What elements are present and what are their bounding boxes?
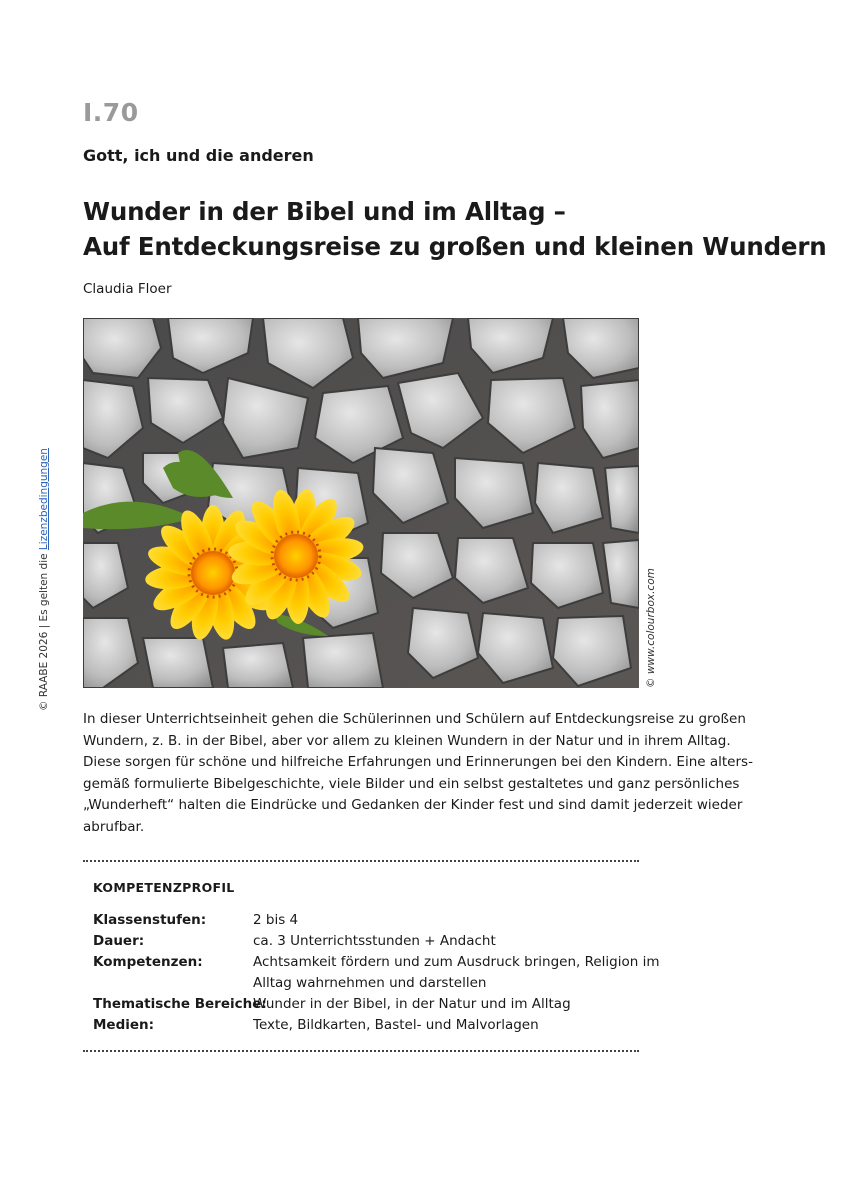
copyright-note (38, 448, 50, 711)
intro-line: gemäß formulierte Bibelgeschichte, viele Bilder und ein selbst gestaltetes und ganz persönliches (83, 775, 740, 792)
author: Claudia Floer (83, 281, 172, 297)
profile-value: Texte, Bildkarten, Bastel- und Malvorlagen (253, 1017, 539, 1033)
image-credit: © www.colourbox.com (645, 568, 657, 688)
profile-value-line: Alltag wahrnehmen und darstellen (253, 975, 487, 991)
profile-label: Kompetenzen: (93, 954, 203, 970)
page-title (83, 194, 826, 264)
profile-label: Medien: (93, 1017, 155, 1033)
kompetenzprofil-heading: KOMPETENZPROFIL (93, 880, 235, 895)
intro-line: Wundern, z. B. in der Bibel, aber vor allem zu kleinen Wundern in der Natur und in ihrem Alltag. (83, 732, 731, 749)
chapter-number: I.70 (83, 98, 139, 127)
hero-image (83, 318, 639, 688)
profile-value: Wunder in der Bibel, in der Natur und im Alltag (253, 996, 571, 1012)
intro-line: abrufbar. (83, 818, 145, 835)
title-line-2: Auf Entdeckungsreise zu großen und kleinen Wundern (83, 232, 827, 261)
intro-line: In dieser Unterrichtseinheit gehen die Schülerinnen und Schülern auf Entdeckungsreise zu großen (83, 711, 746, 727)
profile-label: Klassenstufen: (93, 912, 207, 928)
intro-line: „Wunderheft“ halten die Eindrücke und Gedanken der Kinder fest und sind damit jederzeit wieder (83, 797, 743, 813)
profile-value (253, 952, 660, 994)
divider-bottom (83, 1050, 639, 1052)
profile-value-line: Achtsamkeit fördern und zum Ausdruck bringen, Religion im (253, 954, 660, 970)
profile-label: Dauer: (93, 933, 145, 949)
profile-value: 2 bis 4 (253, 912, 299, 928)
copyright-text: © RAABE 2026 | Es gelten die (38, 550, 50, 711)
series-title: Gott, ich und die anderen (83, 146, 314, 165)
intro-paragraph (83, 709, 753, 838)
intro-line: Diese sorgen für schöne und hilfreiche Erfahrungen und Erinnerungen bei den Kindern. Eine alters- (83, 754, 753, 770)
profile-value: ca. 3 Unterrichtsstunden + Andacht (253, 933, 496, 949)
divider-top (83, 860, 639, 862)
flower-on-cracked-earth-icon (83, 318, 639, 688)
title-line-1: Wunder in der Bibel und im Alltag – (83, 197, 566, 226)
license-link[interactable]: Lizenzbedingungen (38, 448, 50, 551)
profile-label: Thematische Bereiche: (93, 996, 267, 1012)
